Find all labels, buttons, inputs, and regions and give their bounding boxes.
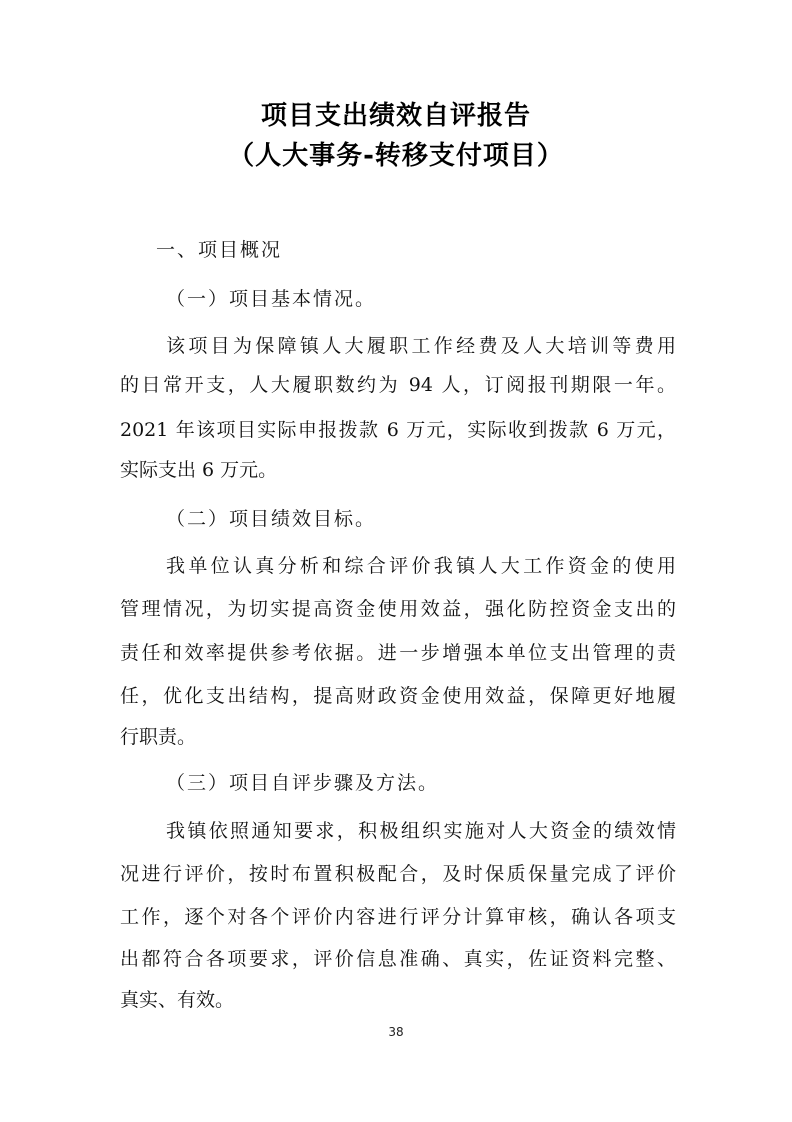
paragraph-line: 实际支出 6 万元。 xyxy=(120,459,278,481)
paragraph-line: 工作，逐个对各个评价内容进行评分计算审核，确认各项支 xyxy=(120,906,676,928)
subsection-heading-steps: （三）项目自评步骤及方法。 xyxy=(166,772,440,794)
paragraph-line: 任，优化支出结构，提高财政资金使用效益，保障更好地履 xyxy=(120,685,676,707)
paragraph-line: 出都符合各项要求，评价信息准确、真实，佐证资料完整、 xyxy=(120,948,676,970)
paragraph-line: 的日常开支，人大履职数约为 94 人，订阅报刊期限一年。 xyxy=(120,374,676,396)
paragraph-line: 我单位认真分析和综合评价我镇人大工作资金的使用 xyxy=(166,555,676,577)
report-subtitle: （人大事务-转移支付项目） xyxy=(228,141,564,171)
paragraph-line: 该项目为保障镇人大履职工作经费及人大培训等费用 xyxy=(166,335,676,357)
subsection-heading-goals: （二）项目绩效目标。 xyxy=(166,508,377,530)
paragraph-line: 况进行评价，按时布置积极配合，及时保质保量完成了评价 xyxy=(120,863,676,885)
paragraph-line: 我镇依照通知要求，积极组织实施对人大资金的绩效情 xyxy=(166,820,676,842)
paragraph-line: 管理情况，为切实提高资金使用效益，强化防控资金支出的 xyxy=(120,598,676,620)
section-heading-overview: 一、项目概况 xyxy=(156,239,283,261)
report-title: 项目支出绩效自评报告 xyxy=(260,101,531,131)
page-number: 38 xyxy=(388,1025,404,1039)
paragraph-line: 2021 年该项目实际申报拨款 6 万元，实际收到拨款 6 万元， xyxy=(120,419,676,441)
paragraph-line: 责任和效率提供参考依据。进一步增强本单位支出管理的责 xyxy=(120,642,676,664)
paragraph-line: 行职责。 xyxy=(120,726,197,748)
subsection-heading-basic-info: （一）项目基本情况。 xyxy=(166,288,377,310)
paragraph-line: 真实、有效。 xyxy=(120,989,235,1011)
